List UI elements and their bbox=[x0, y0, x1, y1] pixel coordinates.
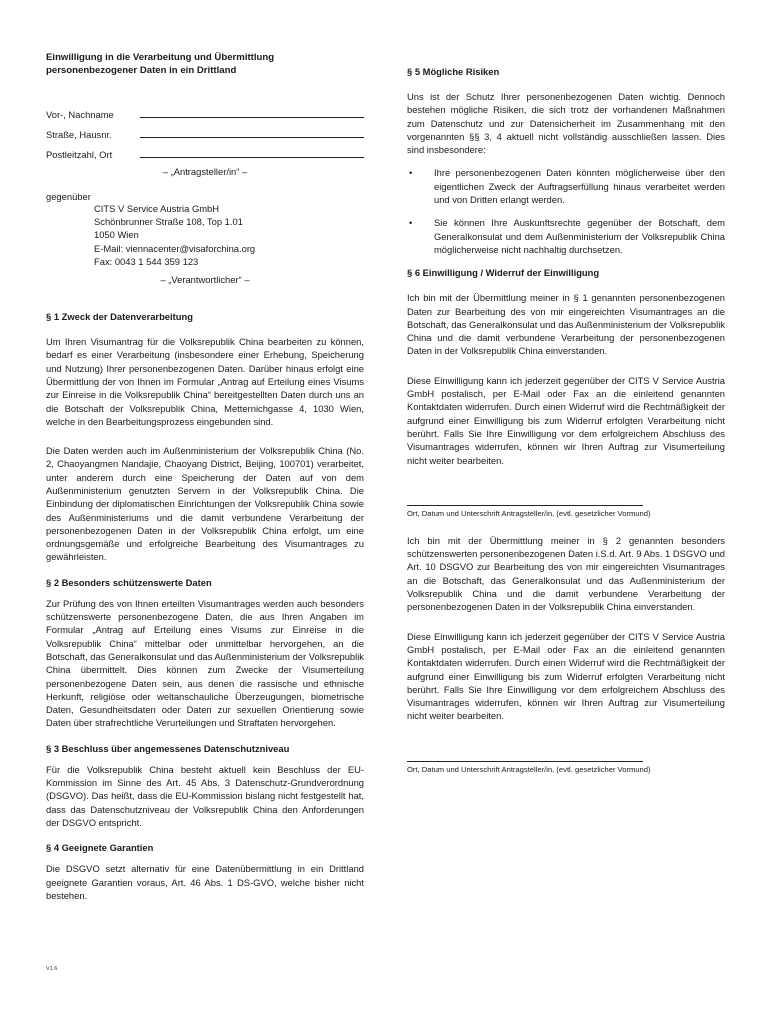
section-1-paragraph-2: Die Daten werden auch im Außenministerium der Volksrepublik China (No. 2, Chaoyangmen Nandajie, Chaoyang District, Beijing, 100701) verarbeitet, unter anderem durch eine Speicherung der Daten auf von dem Außenministerium genutzten Servern in der Volksrepublik China. Die Einbindung der diplomatischen Einrichtungen der Volksrepublik China sowie des Außenministeriums und die damit verbundene Verarbeitung der personenbezogenen Daten in der Volksrepublik China erfolgt, um eine ordnungsgemäße und erfolgreiche Bearbeitung des Visumantrages zu gewährleisten. bbox=[46, 445, 364, 563]
zip-input-line[interactable] bbox=[140, 148, 364, 158]
address-line: CITS V Service Austria GmbH bbox=[94, 203, 220, 214]
consent-paragraph-2: Ich bin mit der Übermittlung meiner in § 2 genannten besonders schützenswerten personenbezogenen Daten i.S.d. Art. 9 Abs. 1 DSGVO und Art. 10 DSGVO zur Bearbeitung des von mir eingereichten Visumantrages an die Botschaft, das Generalkonsulat und das Außenministerium der Volksrepublik China und die damit verbundene Verarbeitung der personenbezogenen Daten in der Volksrepublik China einverstanden. bbox=[407, 534, 725, 613]
name-label: Vor-, Nachname bbox=[46, 109, 114, 120]
right-column bbox=[407, 65, 725, 774]
signature-caption-1: Ort, Datum und Unterschrift Antragsteller/in, (evtl. gesetzlicher Vormund) bbox=[407, 508, 651, 518]
section-6-heading: § 6 Einwilligung / Widerruf der Einwilligung bbox=[407, 267, 600, 279]
signature-line-2[interactable] bbox=[407, 761, 643, 762]
revocation-paragraph-1: Diese Einwilligung kann ich jederzeit gegenüber der CITS V Service Austria GmbH postalisch, per E-Mail oder Fax an die einleitend genannten Kontaktdaten widerrufen. Durch einen Widerruf wird die Rechtmäßigkeit der aufgrund einer Einwilligung bis zum Widerruf erfolgten Verarbeitung nicht berührt. Falls Sie Ihre Einwilligung vor dem erfolgreichem Abschluss des Visumantrages widerrufen, können wir Ihren Auftrag zur Visumerteilung nicht weiter bearbeiten. bbox=[407, 374, 725, 466]
bullet-icon: • bbox=[409, 217, 413, 229]
section-5-paragraph: Uns ist der Schutz Ihrer personenbezogenen Daten wichtig. Dennoch bestehen mögliche Risiken, die sich trotz der vorhandenen Maßnahmen zum Datenschutz und zur Datensicherheit im Zusammenhang mit den vorgenannten §§ 3, 4 aktuell nicht vollständig ausschließen lassen. Dies sind insbesondere: bbox=[407, 91, 725, 156]
controller-address bbox=[94, 202, 364, 268]
signature-line-1[interactable] bbox=[407, 505, 643, 506]
address-line: Schönbrunner Straße 108, Top 1.01 bbox=[94, 216, 243, 228]
address-line: E-Mail: viennacenter@visaforchina.org bbox=[94, 242, 256, 254]
risk-text: Ihre personenbezogenen Daten könnten möglicherweise über den eigentlichen Zweck der Auftragserfüllung hinaus verarbeitet werden und von Dritten erlangt werden. bbox=[434, 167, 725, 206]
section-2-heading: § 2 Besonders schützenswerte Daten bbox=[46, 576, 212, 588]
section-4-paragraph: Die DSGVO setzt alternativ für eine Datenübermittlung in ein Drittland geeignete Garantien voraus, Art. 46 Abs. 1 DS-GVO, welche bisher nicht bestehen. bbox=[46, 863, 364, 901]
section-3-paragraph: Für die Volksrepublik China besteht aktuell kein Beschluss der EU-Kommission im Sinne des Art. 45 Abs. 3 Datenschutz-Grundverordnung (DSGVO). Das heißt, dass die EU-Kommission bislang nicht festgestellt hat, dass das Datenschutzniveau der Volksrepublik China den Anforderungen der DSGVO entspricht. bbox=[46, 763, 364, 828]
section-1-paragraph-1: Um Ihren Visumantrag für die Volksrepublik China bearbeiten zu können, bedarf es einer Verarbeitung (insbesondere einer Erhebung, Speicherung und Nutzung) Ihrer personenbezogenen Daten. Darüber hinaus erfolgt eine Übermittlung der von Ihnen im Formular „Antrag auf Erteilung eines Visums zur Einreise in die Volksrepublik China“ bereitgestellten Daten durch uns an die Botschaft der Volksrepublik China, Metternichgasse 4, 1030 Wien, welche in den Bearbeitungsprozess eingebunden sind. bbox=[46, 336, 364, 427]
section-3-heading: § 3 Beschluss über angemessenes Datenschutzniveau bbox=[46, 742, 290, 754]
signature-caption-2: Ort, Datum und Unterschrift Antragsteller/in, (evtl. gesetzlicher Vormund) bbox=[407, 764, 651, 774]
controller-role: – „Verantwortlicher“ – bbox=[160, 274, 250, 286]
signature-block-1 bbox=[407, 505, 725, 518]
title-line-2: personenbezogener Daten in ein Drittland bbox=[46, 64, 237, 76]
signature-block-2 bbox=[407, 761, 725, 774]
section-1-heading: § 1 Zweck der Datenverarbeitung bbox=[46, 311, 193, 323]
title-line-1: Einwilligung in die Verarbeitung und Übermittlung bbox=[46, 52, 275, 63]
street-field bbox=[46, 120, 364, 140]
risk-text: Sie können Ihre Auskunftsrechte gegenüber der Botschaft, dem Generalkonsulat und dem Außenministerium der Volksrepublik China möglicherweise nicht nachhaltig durchsetzen. bbox=[434, 217, 725, 255]
zip-field bbox=[46, 140, 364, 160]
consent-paragraph-1: Ich bin mit der Übermittlung meiner in § 1 genannten personenbezogenen Daten zur Bearbeitung des von mir eingereichten Visumantrages an die Botschaft, das Generalkonsulat und das Außenministerium der Volksrepublik China und die damit verbundene Verarbeitung der personenbezogenen Daten in der Volksrepublik China einverstanden. bbox=[407, 292, 725, 357]
left-column bbox=[46, 52, 364, 902]
section-2-paragraph: Zur Prüfung des von Ihnen erteilten Visumantrages werden auch besonders schützenswerte personenbezogene Daten, die aus Ihren Angaben im Formular „Antrag auf Erteilung eines Visums zur Einreise in die Volksrepublik China“ mittelbar oder unmittelbar hervorgehen, an die Botschaft, das Generalkonsulat und das Außenministerium der Volksrepublik China übermittelt. Dies können zum Zwecke der Visumerteilung personenbezogene Daten sein, aus denen die rassische und ethnische Herkunft, religiöse oder weltanschauliche Überzeugungen, biometrische Daten, Gesundheitsdaten oder Daten zur sexuellen Orientierung sowie Daten über strafrechtliche Verurteilungen und Straftaten hervorgehen. bbox=[46, 597, 364, 729]
list-item bbox=[407, 166, 725, 206]
street-input-line[interactable] bbox=[140, 128, 364, 138]
list-item bbox=[407, 216, 725, 256]
bullet-icon: • bbox=[409, 167, 413, 179]
street-label: Straße, Hausnr. bbox=[46, 129, 112, 140]
version-label: V1.6 bbox=[46, 966, 58, 972]
zip-label: Postleitzahl, Ort bbox=[46, 149, 113, 160]
revocation-paragraph-2: Diese Einwilligung kann ich jederzeit gegenüber der CITS V Service Austria GmbH postalisch, per E-Mail oder Fax an die einleitend genannten Kontaktdaten widerrufen. Durch einen Widerruf wird die Rechtmäßigkeit der aufgrund einer Einwilligung bis zum Widerruf erfolgten Verarbeitung nicht berührt. Falls Sie Ihre Einwilligung vor dem erfolgreichem Abschluss des Visumantrages widerrufen, können wir Ihren Auftrag zur Visumerteilung nicht weiter bearbeiten. bbox=[407, 630, 725, 722]
address-line: Fax: 0043 1 544 359 123 bbox=[94, 255, 199, 267]
name-input-line[interactable] bbox=[140, 108, 364, 118]
name-field bbox=[46, 100, 364, 120]
risk-list bbox=[407, 166, 725, 256]
section-4-heading: § 4 Geeignete Garantien bbox=[46, 842, 154, 854]
against-label: gegenüber bbox=[46, 191, 91, 202]
section-5-heading: § 5 Mögliche Risiken bbox=[407, 66, 500, 77]
address-line: 1050 Wien bbox=[94, 229, 139, 241]
applicant-role: – „Antragsteller/in“ – bbox=[162, 166, 248, 177]
document-title bbox=[46, 52, 364, 77]
applicant-fields bbox=[46, 100, 364, 160]
